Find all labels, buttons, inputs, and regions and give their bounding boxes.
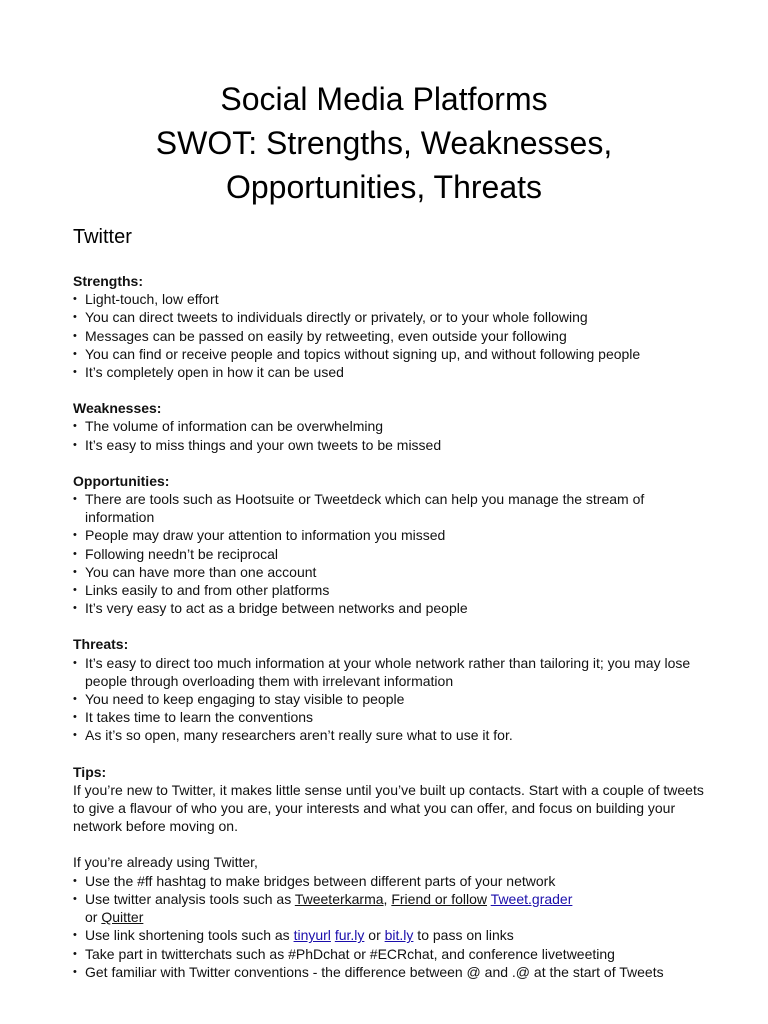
list-item [73,890,713,926]
list-item: • You need to keep engaging to stay visible to people [73,690,713,708]
text-segment: or [364,927,385,944]
list-item: • Links easily to and from other platforms [73,581,713,599]
list-item: • Light-touch, low effort [73,290,713,308]
list-item: • You can direct tweets to individuals directly or privately, or to your whole following [73,308,713,326]
link-furly[interactable]: fur.ly [334,927,365,944]
tips-paragraph-existing-users: If you’re already using Twitter, [73,854,258,871]
link-tweet-grader[interactable]: Tweet.grader [490,890,573,907]
text-segment: or [85,909,102,926]
text-segment: Use link shortening tools such as [85,927,294,944]
title-line-1: Social Media Platforms [220,81,548,117]
document-body [73,224,713,981]
list-item: • The volume of information can be overwhelming [73,417,713,435]
list-item: • It’s very easy to act as a bridge between networks and people [73,599,713,617]
list-item: • Messages can be passed on easily by retweeting, even outside your following [73,327,713,345]
list-item: • Take part in twitterchats such as #PhDchat or #ECRchat, and conference livetweeting [73,945,713,963]
list-item: • People may draw your attention to information you missed [73,526,713,544]
list-item: • It’s easy to miss things and your own tweets to be missed [73,436,713,454]
list-item: • Use the #ff hashtag to make bridges between different parts of your network [73,872,713,890]
opportunities-list [73,490,713,617]
tips-paragraph-new-users: If you’re new to Twitter, it makes little sense until you’ve built up contacts. Start with a couple of tweets to give a flavour of who you are, your interests and what you can offer, and focus on building your network before moving on. [73,781,704,835]
threats-list [73,654,713,745]
text-segment: , [383,890,392,907]
link-tinyurl[interactable]: tinyurl [293,927,331,944]
weaknesses-list [73,417,713,453]
strengths-label: Strengths: [73,273,143,289]
list-item: • Following needn’t be reciprocal [73,545,713,563]
tips-label: Tips: [73,763,107,780]
link-friend-or-follow[interactable]: Friend or follow [391,890,488,907]
opportunities-label: Opportunities: [73,472,170,489]
weaknesses-label: Weaknesses: [73,400,162,417]
link-bitly[interactable]: bit.ly [384,927,414,944]
tips-list [73,872,713,981]
threats-label: Threats: [73,636,129,653]
list-item: • You can find or receive people and topics without signing up, and without following people [73,345,713,363]
link-quitter[interactable]: Quitter [101,909,144,926]
text-segment: to pass on links [413,927,514,944]
list-item: • Get familiar with Twitter conventions - the difference between @ and .@ at the start of Tweets [73,963,713,981]
list-item: • It’s completely open in how it can be used [73,363,713,381]
title-line-3: Opportunities, Threats [225,169,542,205]
list-item: • It takes time to learn the conventions [73,708,713,726]
page-title [0,77,768,209]
link-tweeterkarma[interactable]: Tweeterkarma [294,890,384,907]
section-heading-twitter: Twitter [73,226,132,248]
list-item: • You can have more than one account [73,563,713,581]
list-item: • There are tools such as Hootsuite or Tweetdeck which can help you manage the stream of information [73,490,713,526]
text-segment: Use twitter analysis tools such as [85,890,295,907]
list-item: • As it’s so open, many researchers aren’t really sure what to use it for. [73,726,713,744]
list-item: • It’s easy to direct too much information at your whole network rather than tailoring it; you may lose people through overloading them with irrelevant information [73,654,713,690]
title-line-2: SWOT: Strengths, Weaknesses, [155,125,613,161]
strengths-list [73,290,713,381]
list-item [73,926,713,944]
